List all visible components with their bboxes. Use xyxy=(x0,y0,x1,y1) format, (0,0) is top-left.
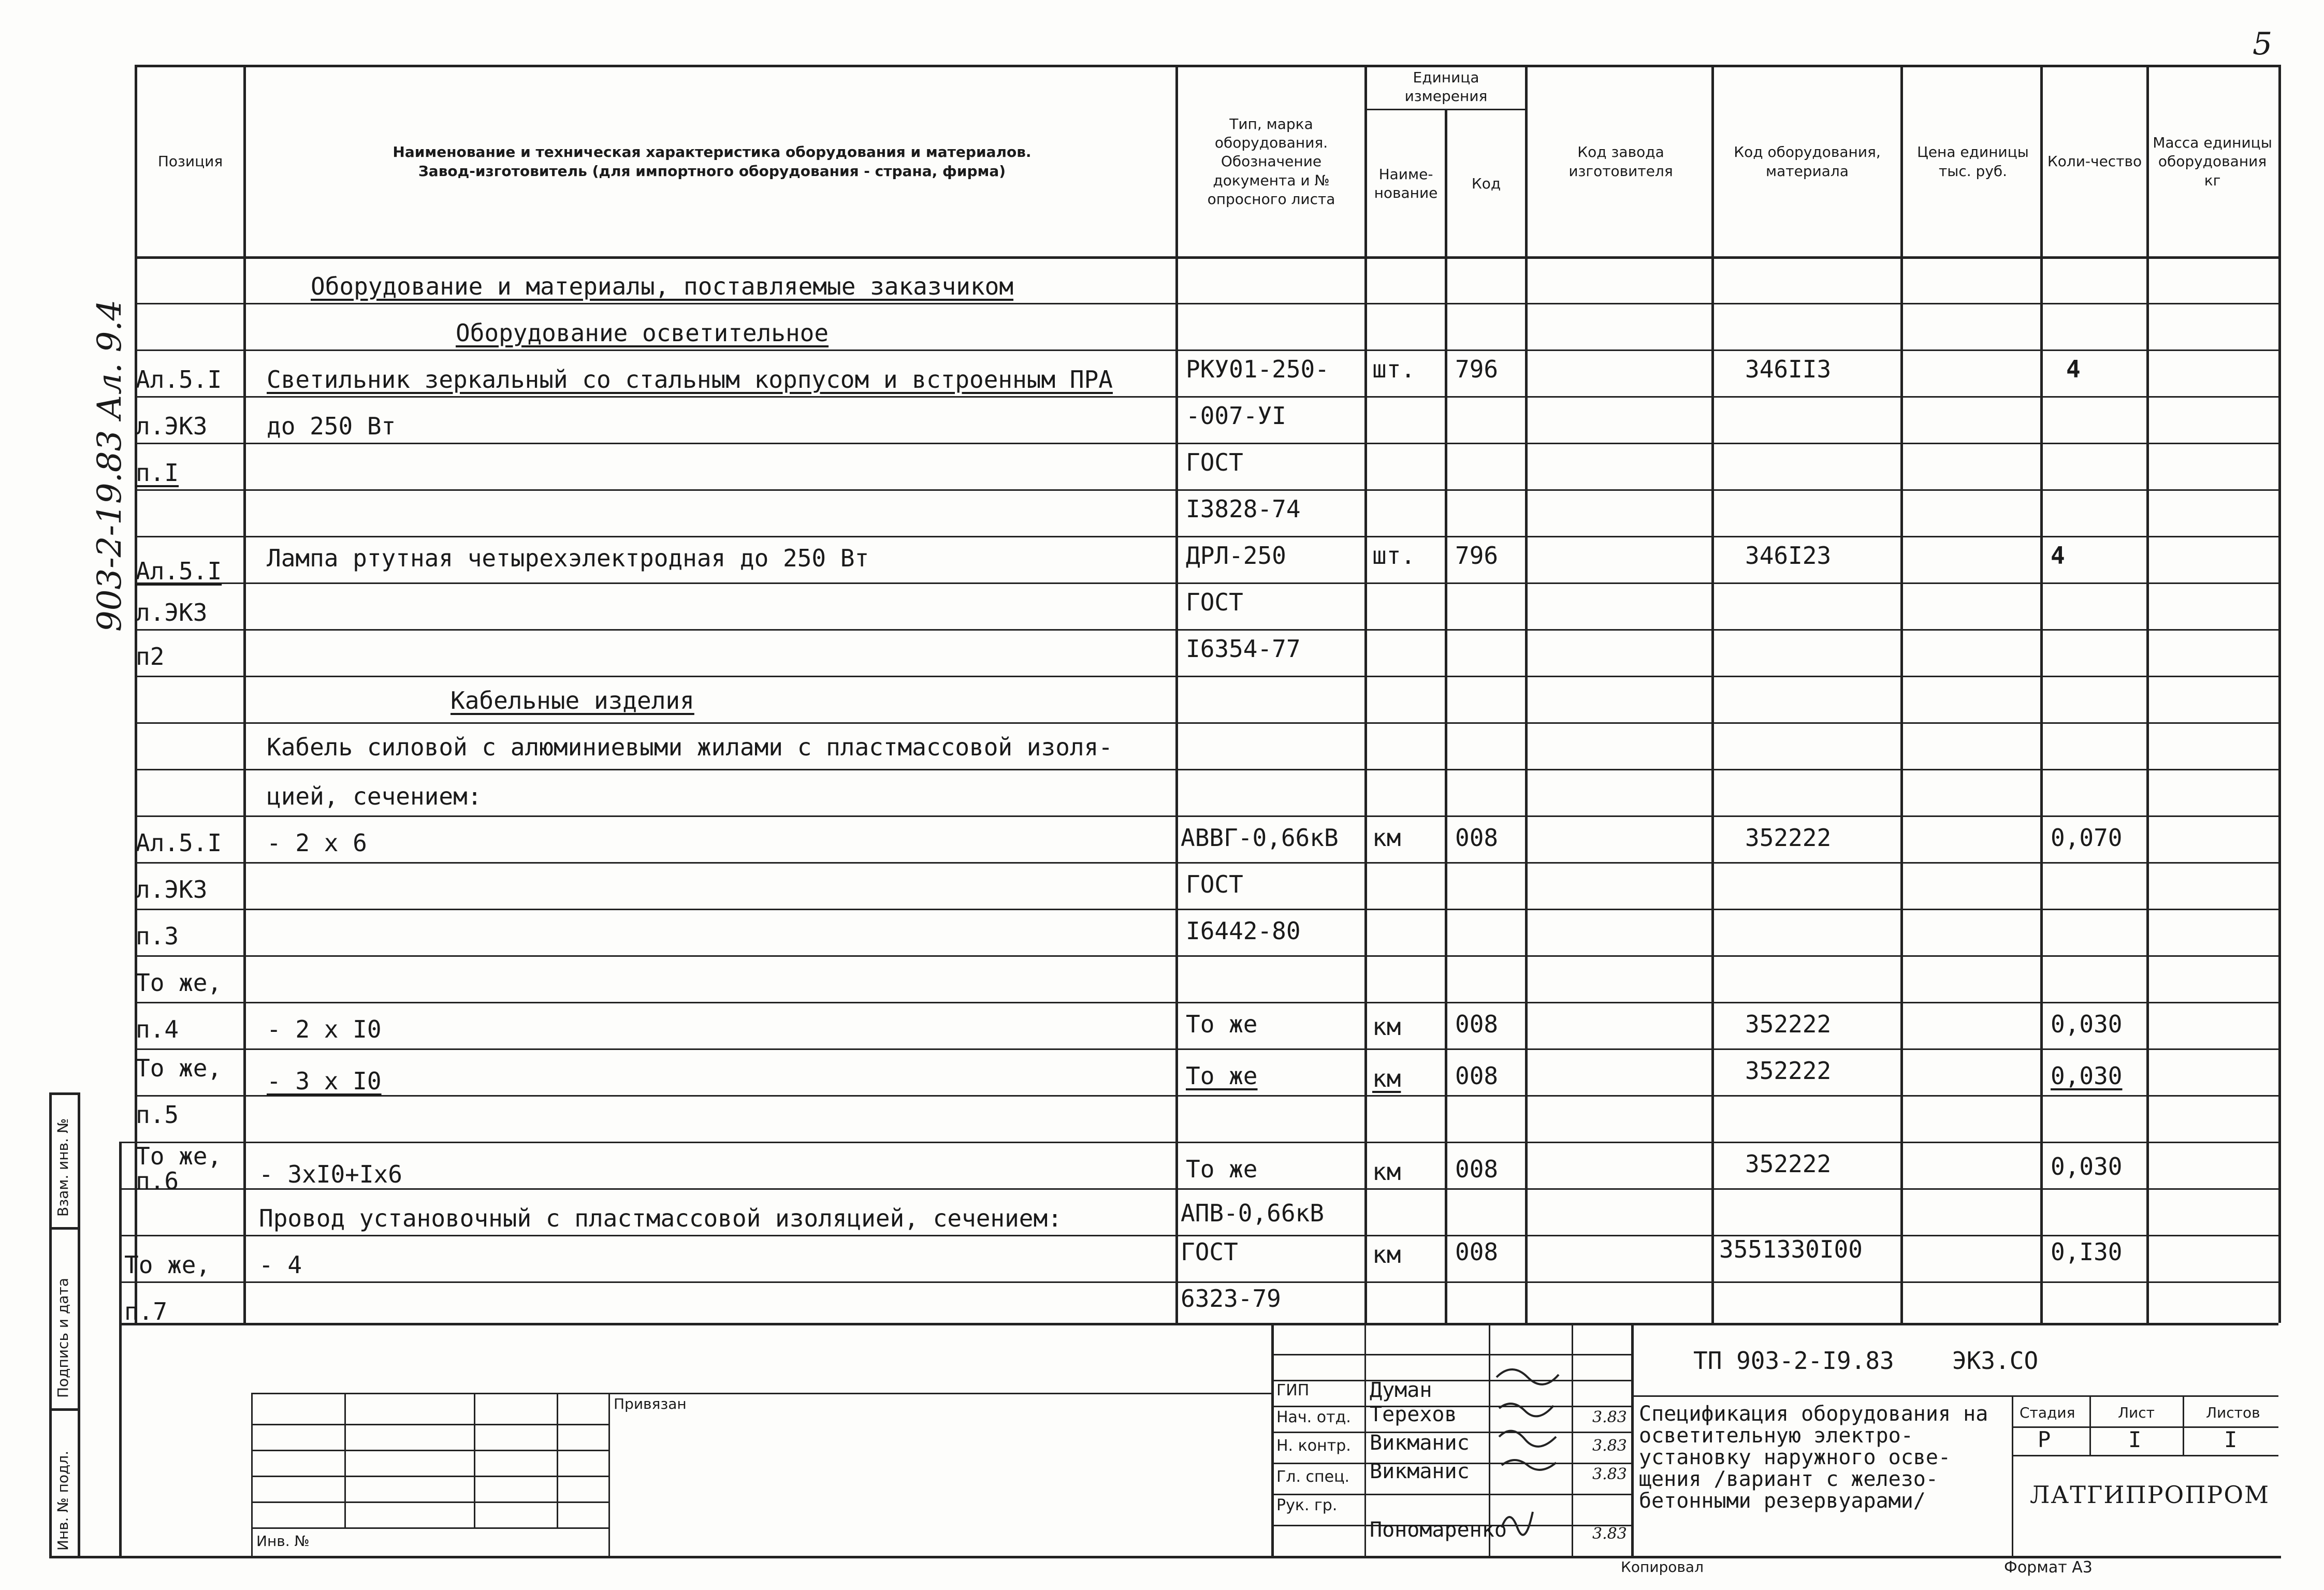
row-pos: То же, xyxy=(136,969,222,997)
row-name: - 3хI0+Iх6 xyxy=(259,1160,402,1188)
date-vikmanis-2: 3.83 xyxy=(1592,1465,1627,1483)
date-terekhov: 3.83 xyxy=(1592,1408,1627,1426)
privyazan-label: Привязан xyxy=(614,1395,687,1412)
row-name: - 3 х I0 xyxy=(267,1067,382,1095)
stage-value: Р xyxy=(2038,1427,2051,1452)
header-type: Тип, марка оборудования. Обозначение документа и № опросного листа xyxy=(1207,115,1335,208)
row-pos: Ал.5.I xyxy=(136,557,222,585)
role-n-kontr: Н. контр. xyxy=(1276,1437,1351,1455)
row-qty: 0,070 xyxy=(2051,824,2123,852)
row-type: -007-УI xyxy=(1186,402,1286,430)
row-qty: 0,030 xyxy=(2051,1153,2123,1180)
row-qty: 0,030 xyxy=(2051,1062,2123,1090)
vzam-inv-label: Взам. инв. № xyxy=(54,1118,71,1217)
row-qty: 4 xyxy=(2051,542,2065,570)
row-unit: км xyxy=(1372,1158,1401,1186)
row-code: 008 xyxy=(1455,1238,1499,1266)
row-type: АПВ-0,66кВ xyxy=(1181,1199,1324,1227)
row-type: То же xyxy=(1186,1155,1258,1183)
row-qty: 0,I30 xyxy=(2051,1238,2123,1266)
row-equip: 346I23 xyxy=(1745,542,1832,570)
header-unit-group: Единица измерения xyxy=(1404,68,1488,105)
date-ponomarenko: 3.83 xyxy=(1592,1525,1627,1543)
name-vikmanis-1: Викманис xyxy=(1370,1431,1470,1455)
row-qty: 4 xyxy=(2066,355,2081,383)
header-price: Цена единицы тыс. руб. xyxy=(1917,143,2029,180)
header-unit-name: Наиме-нование xyxy=(1374,165,1438,201)
row-pos: л.ЭКЗ xyxy=(136,599,208,626)
row-equip: 352222 xyxy=(1745,1150,1832,1178)
row-pos: Ал.5.I xyxy=(136,829,222,857)
sheets-value: I xyxy=(2224,1427,2238,1452)
row-unit: км xyxy=(1372,1064,1401,1092)
row-pos: То же, xyxy=(124,1251,211,1279)
header-equipment-code: Код оборудования, материала xyxy=(1734,143,1881,180)
header-mass: Масса единицы оборудования кг xyxy=(2153,134,2272,189)
row-pos: п.5 xyxy=(136,1101,179,1129)
row-name: Светильник зеркальный со стальным корпусом и встроенным ПРА xyxy=(267,366,1113,393)
row-pos: То же, xyxy=(136,1054,222,1082)
row-equip: 352222 xyxy=(1745,1010,1832,1038)
row-pos: п2 xyxy=(136,643,165,670)
name-terekhov: Терехов xyxy=(1370,1403,1457,1426)
row-unit: км xyxy=(1372,1241,1401,1268)
subsection-title: Кабельные изделия xyxy=(451,687,694,714)
row-unit: шт. xyxy=(1372,355,1416,383)
role-nach-otd: Нач. отд. xyxy=(1276,1408,1351,1426)
name-duman: Думан xyxy=(1370,1378,1432,1402)
row-unit: км xyxy=(1372,1013,1401,1041)
row-type: I6354-77 xyxy=(1186,635,1301,663)
format-label: Формат А3 xyxy=(2004,1558,2093,1577)
row-pos: л.ЭКЗ xyxy=(136,412,208,440)
row-name: - 2 х 6 xyxy=(267,829,367,857)
header-factory-code: Код завода изготовителя xyxy=(1568,143,1673,180)
row-equip: 352222 xyxy=(1745,1057,1832,1085)
row-equip: 346II3 xyxy=(1745,355,1832,383)
row-type: ГОСТ xyxy=(1186,870,1243,898)
row-code: 008 xyxy=(1455,1010,1499,1038)
row-type: То же xyxy=(1186,1010,1258,1038)
role-ruk-gr: Рук. гр. xyxy=(1276,1496,1338,1514)
row-code: 008 xyxy=(1455,1155,1499,1183)
row-name: цией, сечением: xyxy=(267,782,482,810)
row-pos: п.7 xyxy=(124,1297,168,1325)
row-pos: п.3 xyxy=(136,922,179,950)
row-name: Провод установочный с пластмассовой изоляцией, сечением: xyxy=(259,1204,1062,1232)
album: ЭКЗ.СО xyxy=(1952,1347,2039,1375)
row-pos: То же, xyxy=(136,1142,222,1170)
row-code: 796 xyxy=(1455,542,1499,570)
name-vikmanis-2: Викманис xyxy=(1370,1460,1470,1483)
row-pos: л.ЭКЗ xyxy=(136,876,208,903)
subsection-title: Оборудование осветительное xyxy=(456,319,829,347)
inv-no-label: Инв. № xyxy=(256,1533,310,1550)
name-ponomarenko: Пономаренко xyxy=(1370,1518,1507,1542)
row-unit: км xyxy=(1372,824,1401,852)
row-unit: шт. xyxy=(1372,542,1416,570)
header-position: Позиция xyxy=(157,153,223,170)
inv-podl-label: Инв. № подл. xyxy=(54,1450,71,1551)
sheet-label: Лист xyxy=(2118,1404,2155,1421)
date-vikmanis-1: 3.83 xyxy=(1592,1437,1627,1455)
row-equip: 3551330I00 xyxy=(1719,1235,1863,1263)
row-name: Лампа ртутная четырехэлектродная до 250 Вт xyxy=(267,544,869,572)
podpis-label: Подпись и дата xyxy=(54,1278,71,1398)
sheet-value: I xyxy=(2128,1427,2142,1452)
section-title: Оборудование и материалы, поставляемые заказчиком xyxy=(311,272,1014,300)
header-unit-code: Код xyxy=(1471,174,1501,192)
row-type: РКУ01-250- xyxy=(1186,355,1329,383)
row-type: То же xyxy=(1186,1062,1258,1090)
row-pos: п.6 xyxy=(136,1167,179,1195)
row-qty: 0,030 xyxy=(2051,1010,2123,1038)
stage-label: Стадия xyxy=(2020,1404,2075,1421)
row-name: - 4 xyxy=(259,1251,302,1279)
row-equip: 352222 xyxy=(1745,824,1832,852)
row-type: ГОСТ xyxy=(1181,1238,1238,1266)
row-type: ГОСТ xyxy=(1186,588,1243,616)
row-code: 796 xyxy=(1455,355,1499,383)
row-pos: Ал.5.I xyxy=(136,366,222,393)
row-pos: п.I xyxy=(136,459,179,487)
row-type: ДРЛ-250 xyxy=(1186,542,1286,570)
row-code: 008 xyxy=(1455,824,1499,852)
title-text: Спецификация оборудования на осветительную электро-установку наружного осве-щения /вариант с железо-бетонными резервуарами/ xyxy=(1639,1402,1988,1513)
signature-marks xyxy=(1491,1356,1631,1553)
role-gl-spec: Гл. спец. xyxy=(1276,1468,1350,1486)
row-type: I6442-80 xyxy=(1186,917,1301,945)
copied-label: Копировал xyxy=(1621,1558,1704,1576)
row-type: 6323-79 xyxy=(1181,1285,1281,1312)
side-stamp: 903-2-19.83 Ал. 9.4 xyxy=(91,299,129,632)
row-name: - 2 х I0 xyxy=(267,1015,382,1043)
header-quantity: Коли-чество xyxy=(2047,153,2142,170)
role-gip: ГИП xyxy=(1276,1381,1310,1399)
row-type: I3828-74 xyxy=(1186,495,1301,523)
row-code: 008 xyxy=(1455,1062,1499,1090)
row-type: АВВГ-0,66кВ xyxy=(1181,824,1339,852)
sheets-label: Листов xyxy=(2206,1404,2260,1421)
row-name: Кабель силовой с алюминиевыми жилами с пластмассовой изоля- xyxy=(267,733,1113,761)
row-name: до 250 Вт xyxy=(267,412,396,440)
header-name: Наименование и техническая характеристика оборудования и материалов. Завод-изготовитель (для импортного оборудования - страна, фирма) xyxy=(393,143,1032,180)
designation: ТП 903-2-I9.83 xyxy=(1693,1347,1894,1375)
page-number: 5 xyxy=(2253,26,2273,62)
row-type: ГОСТ xyxy=(1186,448,1243,476)
org-name: ЛАТГИПРОПРОМ xyxy=(2030,1481,2270,1509)
row-pos: п.4 xyxy=(136,1015,179,1043)
